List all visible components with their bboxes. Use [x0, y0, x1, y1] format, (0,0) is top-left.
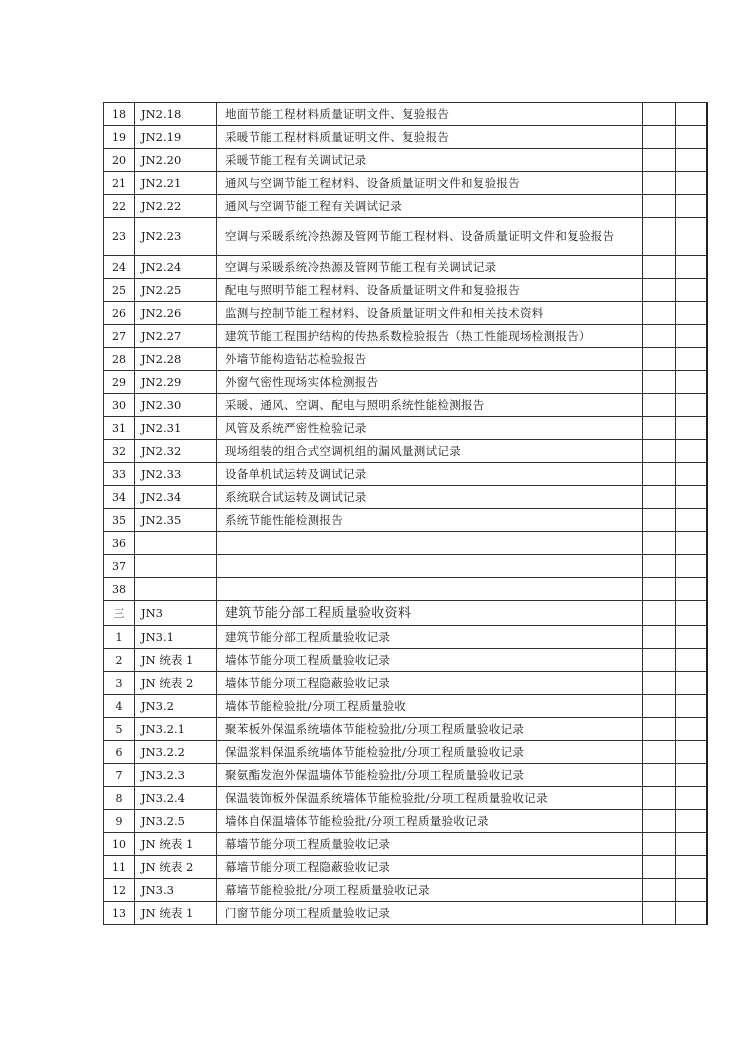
- table-row: [104, 672, 707, 695]
- row-blank-cell-2: [676, 302, 707, 325]
- table-row: [104, 787, 707, 810]
- row-blank-cell-1: [643, 149, 676, 172]
- row-code-cell: JN2.28: [135, 348, 217, 371]
- row-blank-cell-2: [676, 532, 707, 555]
- table-row: [104, 833, 707, 856]
- row-number-cell: 33: [104, 463, 135, 486]
- row-blank-cell-1: [643, 879, 676, 902]
- row-number-cell: 22: [104, 195, 135, 218]
- row-name-cell: 建筑节能分部工程质量验收记录: [217, 626, 643, 649]
- table-row: [104, 741, 707, 764]
- row-number-cell: 8: [104, 787, 135, 810]
- row-name-cell: 现场组装的组合式空调机组的漏风量测试记录: [217, 440, 643, 463]
- row-blank-cell-2: [676, 555, 707, 578]
- row-blank-cell-1: [643, 741, 676, 764]
- row-blank-cell-2: [676, 787, 707, 810]
- table-body: [104, 103, 707, 925]
- row-code-cell: JN2.25: [135, 279, 217, 302]
- row-code-cell: JN2.33: [135, 463, 217, 486]
- row-name-cell: 墙体自保温墙体节能检验批/分项工程质量验收记录: [217, 810, 643, 833]
- table-row: [104, 325, 707, 348]
- row-blank-cell-1: [643, 486, 676, 509]
- table-row: [104, 810, 707, 833]
- table-row: [104, 764, 707, 787]
- row-blank-cell-2: [676, 325, 707, 348]
- row-blank-cell-2: [676, 626, 707, 649]
- row-code-cell: JN2.20: [135, 149, 217, 172]
- row-number-cell: 28: [104, 348, 135, 371]
- section-row: [104, 601, 707, 626]
- row-name-cell: 系统节能性能检测报告: [217, 509, 643, 532]
- row-code-cell: JN3.2.4: [135, 787, 217, 810]
- row-number-cell: 6: [104, 741, 135, 764]
- row-name-cell: 建筑节能工程围护结构的传热系数检验报告（热工性能现场检测报告）: [217, 325, 643, 348]
- row-blank-cell-2: [676, 417, 707, 440]
- row-number-cell: 36: [104, 532, 135, 555]
- row-code-cell: JN2.21: [135, 172, 217, 195]
- row-code-cell: JN 统表 2: [135, 856, 217, 879]
- row-number-cell: 5: [104, 718, 135, 741]
- row-code-cell: [135, 532, 217, 555]
- row-blank-cell-1: [643, 810, 676, 833]
- row-blank-cell-1: [643, 279, 676, 302]
- row-name-cell: 门窗节能分项工程质量验收记录: [217, 902, 643, 925]
- row-number-cell: 37: [104, 555, 135, 578]
- row-blank-cell-2: [676, 440, 707, 463]
- row-blank-cell-2: [676, 879, 707, 902]
- row-blank-cell-2: [676, 578, 707, 601]
- row-number-cell: 9: [104, 810, 135, 833]
- row-name-cell: 采暖节能工程有关调试记录: [217, 149, 643, 172]
- row-name-cell: 外墙节能构造钻芯检验报告: [217, 348, 643, 371]
- row-name-cell: 通风与空调节能工程有关调试记录: [217, 195, 643, 218]
- row-name-cell: 幕墙节能分项工程质量验收记录: [217, 833, 643, 856]
- row-blank-cell-1: [643, 718, 676, 741]
- row-blank-cell-2: [676, 741, 707, 764]
- row-code-cell: JN2.18: [135, 103, 217, 126]
- row-blank-cell-1: [643, 532, 676, 555]
- row-blank-cell-2: [676, 279, 707, 302]
- row-blank-cell-2: [676, 486, 707, 509]
- row-code-cell: JN3.3: [135, 879, 217, 902]
- row-number-cell: 20: [104, 149, 135, 172]
- row-code-cell: JN2.26: [135, 302, 217, 325]
- row-blank-cell-2: [676, 394, 707, 417]
- row-number-cell: 27: [104, 325, 135, 348]
- table-row: [104, 532, 707, 555]
- row-number-cell: 25: [104, 279, 135, 302]
- row-code-cell: JN3.2.2: [135, 741, 217, 764]
- row-number-cell: 11: [104, 856, 135, 879]
- row-name-cell: 幕墙节能分项工程隐蔽验收记录: [217, 856, 643, 879]
- row-blank-cell-1: [643, 302, 676, 325]
- row-name-cell: 墙体节能分项工程质量验收记录: [217, 649, 643, 672]
- row-blank-cell-2: [676, 810, 707, 833]
- row-number-cell: 24: [104, 256, 135, 279]
- row-number-cell: 32: [104, 440, 135, 463]
- row-blank-cell-2: [676, 172, 707, 195]
- row-blank-cell-1: [643, 195, 676, 218]
- row-name-cell: 通风与空调节能工程材料、设备质量证明文件和复验报告: [217, 172, 643, 195]
- row-blank-cell-1: [643, 601, 676, 626]
- row-number-cell: 3: [104, 672, 135, 695]
- row-name-cell: 聚氨酯发泡外保温墙体节能检验批/分项工程质量验收记录: [217, 764, 643, 787]
- table-row: [104, 718, 707, 741]
- row-blank-cell-1: [643, 578, 676, 601]
- row-blank-cell-1: [643, 172, 676, 195]
- row-number-cell: 三: [104, 601, 135, 626]
- table-row: [104, 578, 707, 601]
- table-row: [104, 463, 707, 486]
- row-number-cell: 13: [104, 902, 135, 925]
- archive-index-table: [103, 102, 708, 925]
- table-row: [104, 103, 707, 126]
- row-code-cell: JN2.27: [135, 325, 217, 348]
- row-code-cell: JN3: [135, 601, 217, 626]
- table-row: [104, 440, 707, 463]
- row-code-cell: JN 统表 1: [135, 833, 217, 856]
- row-blank-cell-2: [676, 764, 707, 787]
- row-code-cell: JN2.32: [135, 440, 217, 463]
- row-blank-cell-2: [676, 463, 707, 486]
- row-blank-cell-1: [643, 764, 676, 787]
- row-name-cell: 风管及系统严密性检验记录: [217, 417, 643, 440]
- row-blank-cell-1: [643, 417, 676, 440]
- row-blank-cell-1: [643, 672, 676, 695]
- table-row: [104, 695, 707, 718]
- row-blank-cell-2: [676, 126, 707, 149]
- row-code-cell: JN2.23: [135, 218, 217, 256]
- row-name-cell: 配电与照明节能工程材料、设备质量证明文件和复验报告: [217, 279, 643, 302]
- row-code-cell: JN2.30: [135, 394, 217, 417]
- row-blank-cell-1: [643, 325, 676, 348]
- row-code-cell: JN3.2: [135, 695, 217, 718]
- row-name-cell: 设备单机试运转及调试记录: [217, 463, 643, 486]
- row-blank-cell-2: [676, 371, 707, 394]
- table-row: [104, 172, 707, 195]
- row-blank-cell-1: [643, 509, 676, 532]
- table-row: [104, 302, 707, 325]
- table-row: [104, 626, 707, 649]
- document-table-container: [103, 102, 708, 925]
- table-row: [104, 879, 707, 902]
- row-name-cell: 地面节能工程材料质量证明文件、复验报告: [217, 103, 643, 126]
- row-blank-cell-1: [643, 649, 676, 672]
- row-number-cell: 7: [104, 764, 135, 787]
- row-blank-cell-2: [676, 672, 707, 695]
- row-number-cell: 1: [104, 626, 135, 649]
- row-name-cell: 保温浆料保温系统墙体节能检验批/分项工程质量验收记录: [217, 741, 643, 764]
- row-blank-cell-1: [643, 371, 676, 394]
- table-row: [104, 256, 707, 279]
- row-blank-cell-2: [676, 833, 707, 856]
- table-row: [104, 149, 707, 172]
- row-name-cell: 采暖节能工程材料质量证明文件、复验报告: [217, 126, 643, 149]
- row-blank-cell-2: [676, 601, 707, 626]
- row-name-cell: 幕墙节能检验批/分项工程质量验收记录: [217, 879, 643, 902]
- row-code-cell: JN 统表 2: [135, 672, 217, 695]
- row-code-cell: JN2.19: [135, 126, 217, 149]
- row-name-cell: 聚苯板外保温系统墙体节能检验批/分项工程质量验收记录: [217, 718, 643, 741]
- row-blank-cell-2: [676, 256, 707, 279]
- row-blank-cell-2: [676, 695, 707, 718]
- row-number-cell: 18: [104, 103, 135, 126]
- row-name-cell: 墙体节能分项工程隐蔽验收记录: [217, 672, 643, 695]
- table-row: [104, 555, 707, 578]
- row-blank-cell-1: [643, 787, 676, 810]
- row-name-cell: 系统联合试运转及调试记录: [217, 486, 643, 509]
- row-blank-cell-1: [643, 555, 676, 578]
- row-blank-cell-1: [643, 348, 676, 371]
- row-blank-cell-2: [676, 649, 707, 672]
- row-code-cell: JN2.24: [135, 256, 217, 279]
- row-name-cell: 外窗气密性现场实体检测报告: [217, 371, 643, 394]
- table-row: [104, 486, 707, 509]
- row-name-cell: 墙体节能检验批/分项工程质量验收: [217, 695, 643, 718]
- table-row: [104, 649, 707, 672]
- row-blank-cell-2: [676, 856, 707, 879]
- table-row: [104, 902, 707, 925]
- row-number-cell: 10: [104, 833, 135, 856]
- table-row: [104, 195, 707, 218]
- row-blank-cell-2: [676, 103, 707, 126]
- row-blank-cell-1: [643, 103, 676, 126]
- row-name-cell: 保温装饰板外保温系统墙体节能检验批/分项工程质量验收记录: [217, 787, 643, 810]
- row-blank-cell-1: [643, 856, 676, 879]
- row-code-cell: JN2.34: [135, 486, 217, 509]
- row-blank-cell-1: [643, 902, 676, 925]
- table-row: [104, 126, 707, 149]
- row-code-cell: [135, 578, 217, 601]
- table-row: [104, 417, 707, 440]
- row-blank-cell-1: [643, 833, 676, 856]
- row-blank-cell-2: [676, 218, 707, 256]
- table-row: [104, 856, 707, 879]
- row-number-cell: 35: [104, 509, 135, 532]
- row-code-cell: JN3.1: [135, 626, 217, 649]
- row-name-cell: [217, 578, 643, 601]
- table-row: [104, 509, 707, 532]
- row-blank-cell-2: [676, 149, 707, 172]
- table-row: [104, 348, 707, 371]
- row-blank-cell-1: [643, 463, 676, 486]
- row-blank-cell-1: [643, 218, 676, 256]
- table-row: [104, 371, 707, 394]
- row-number-cell: 23: [104, 218, 135, 256]
- row-number-cell: 38: [104, 578, 135, 601]
- row-name-cell: 采暖、通风、空调、配电与照明系统性能检测报告: [217, 394, 643, 417]
- table-row: [104, 279, 707, 302]
- row-name-cell: [217, 555, 643, 578]
- row-number-cell: 21: [104, 172, 135, 195]
- row-code-cell: JN3.2.5: [135, 810, 217, 833]
- row-code-cell: JN2.22: [135, 195, 217, 218]
- row-number-cell: 30: [104, 394, 135, 417]
- row-code-cell: JN2.31: [135, 417, 217, 440]
- row-blank-cell-2: [676, 509, 707, 532]
- row-blank-cell-1: [643, 695, 676, 718]
- row-number-cell: 34: [104, 486, 135, 509]
- row-number-cell: 26: [104, 302, 135, 325]
- row-code-cell: JN3.2.1: [135, 718, 217, 741]
- table-row: [104, 394, 707, 417]
- row-name-cell: 空调与采暖系统冷热源及管网节能工程有关调试记录: [217, 256, 643, 279]
- row-blank-cell-2: [676, 902, 707, 925]
- row-code-cell: [135, 555, 217, 578]
- row-number-cell: 29: [104, 371, 135, 394]
- row-number-cell: 12: [104, 879, 135, 902]
- table-row: [104, 218, 707, 256]
- row-number-cell: 2: [104, 649, 135, 672]
- row-blank-cell-1: [643, 394, 676, 417]
- row-name-cell: 监测与控制节能工程材料、设备质量证明文件和相关技术资料: [217, 302, 643, 325]
- row-number-cell: 31: [104, 417, 135, 440]
- row-name-cell: 建筑节能分部工程质量验收资料: [217, 601, 643, 626]
- row-number-cell: 19: [104, 126, 135, 149]
- row-blank-cell-2: [676, 348, 707, 371]
- row-code-cell: JN3.2.3: [135, 764, 217, 787]
- row-blank-cell-2: [676, 195, 707, 218]
- row-blank-cell-1: [643, 440, 676, 463]
- row-code-cell: JN2.29: [135, 371, 217, 394]
- row-name-cell: [217, 532, 643, 555]
- row-code-cell: JN 统表 1: [135, 649, 217, 672]
- row-code-cell: JN2.35: [135, 509, 217, 532]
- row-blank-cell-2: [676, 718, 707, 741]
- row-name-cell: 空调与采暖系统冷热源及管网节能工程材料、设备质量证明文件和复验报告: [217, 218, 643, 256]
- row-code-cell: JN 统表 1: [135, 902, 217, 925]
- row-blank-cell-1: [643, 126, 676, 149]
- row-number-cell: 4: [104, 695, 135, 718]
- row-blank-cell-1: [643, 626, 676, 649]
- row-blank-cell-1: [643, 256, 676, 279]
